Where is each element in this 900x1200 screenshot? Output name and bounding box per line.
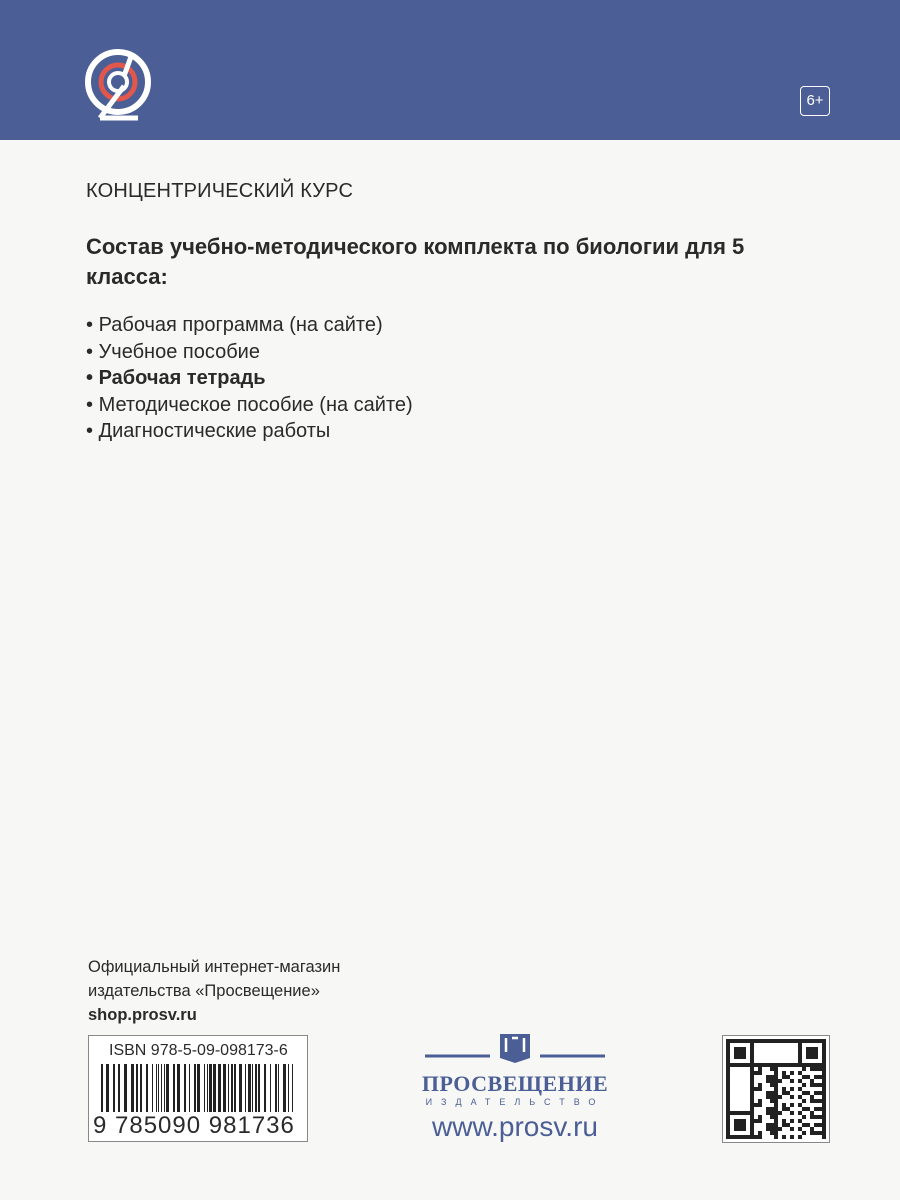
list-item: • Учебное пособие [86,339,413,366]
shop-url[interactable]: shop.prosv.ru [88,1006,197,1024]
qr-code-icon [723,1036,829,1142]
shop-line2: издательства «Просвещение» [88,982,320,1000]
series-logo-icon [78,46,160,128]
list-item: • Диагностические работы [86,418,413,445]
kit-list [86,312,413,445]
publisher-subtitle: ИЗДАТЕЛЬСТВО [425,1097,605,1107]
shop-line1: Официальный интернет-магазин [88,958,341,976]
isbn-label: ISBN 978-5-09-098173-6 [109,1042,288,1059]
list-item: • Рабочая программа (на сайте) [86,312,413,339]
qr-code[interactable] [722,1035,830,1143]
course-label: КОНЦЕНТРИЧЕСКИЙ КУРС [86,180,354,202]
list-item: • Методическое пособие (на сайте) [86,392,413,419]
header-band [0,0,900,140]
publisher-emblem-icon [420,1030,610,1064]
shop-info [88,955,340,1027]
publisher-website[interactable]: www.prosv.ru [432,1111,598,1142]
age-rating-badge: 6+ [800,86,830,116]
kit-title: Состав учебно-методического комплекта по биологии для 5 класса: [86,234,745,289]
publisher-logo [420,1030,610,1143]
isbn-barcode [88,1035,308,1142]
list-item: • Рабочая тетрадь [86,365,413,392]
barcode-number: 9 785090 981736 [93,1112,295,1139]
publisher-name: ПРОСВЕЩЕНИЕ [421,1071,609,1096]
